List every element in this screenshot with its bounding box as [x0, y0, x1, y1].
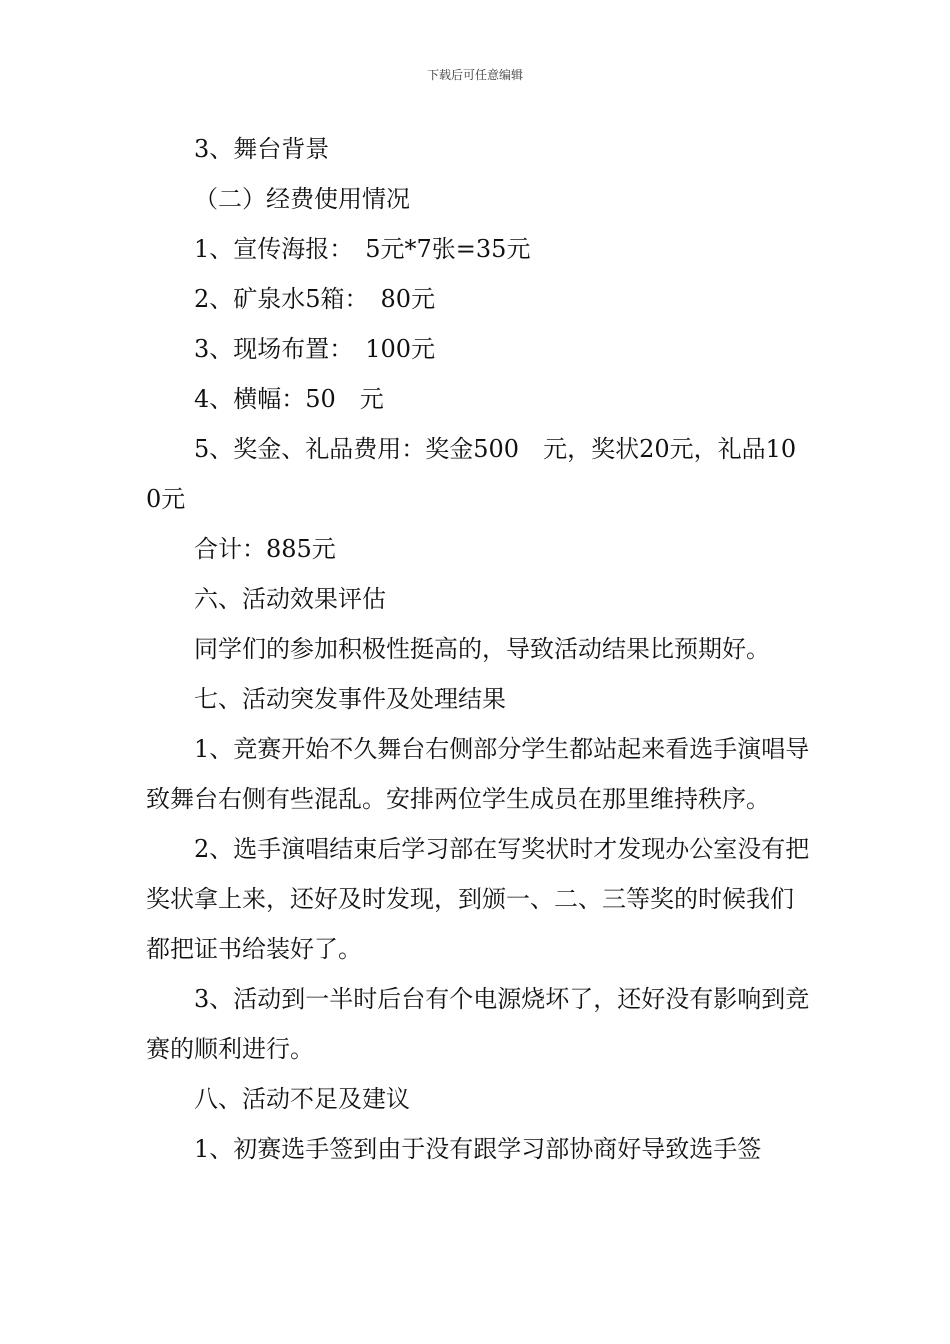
paragraph-evaluation: 同学们的参加积极性挺高的，导致活动结果比预期好。	[194, 635, 770, 663]
paragraph-prize-cost: 5、奖金、礼品费用：奖金500 元，奖状20元，礼品100元	[146, 435, 797, 513]
section-heading-evaluation: 六、活动效果评估	[194, 585, 386, 613]
paragraph-incident-1: 1、竞赛开始不久舞台右侧部分学生都站起来看选手演唱导致舞台右侧有些混乱。安排两位学生成员在那里维持秩序。	[146, 735, 810, 813]
document-body	[146, 124, 810, 1174]
paragraph-incident-3: 3、活动到一半时后台有个电源烧坏了，还好没有影响到竞赛的顺利进行。	[146, 985, 810, 1063]
paragraph-incident-2: 2、选手演唱结束后学习部在写奖状时才发现办公室没有把奖状拿上来，还好及时发现，到颁一、二、三等奖的时候我们都把证书给装好了。	[146, 835, 810, 963]
paragraph-water-cost: 2、矿泉水5箱： 80元	[194, 285, 436, 313]
section-heading-suggestions: 八、活动不足及建议	[194, 1085, 410, 1113]
paragraph-banner-cost: 4、横幅：50 元	[194, 385, 384, 413]
paragraph-stage-background: 3、舞台背景	[194, 135, 330, 163]
paragraph-funding-heading: （二）经费使用情况	[194, 185, 410, 213]
page-header-note: 下载后可任意编辑	[426, 68, 523, 82]
section-heading-incidents: 七、活动突发事件及处理结果	[194, 685, 506, 713]
paragraph-venue-cost: 3、现场布置： 100元	[194, 335, 436, 363]
paragraph-suggestion-1: 1、初赛选手签到由于没有跟学习部协商好导致选手签	[194, 1135, 762, 1163]
paragraph-total: 合计：885元	[194, 535, 336, 563]
paragraph-poster-cost: 1、宣传海报： 5元*7张=35元	[194, 235, 531, 263]
